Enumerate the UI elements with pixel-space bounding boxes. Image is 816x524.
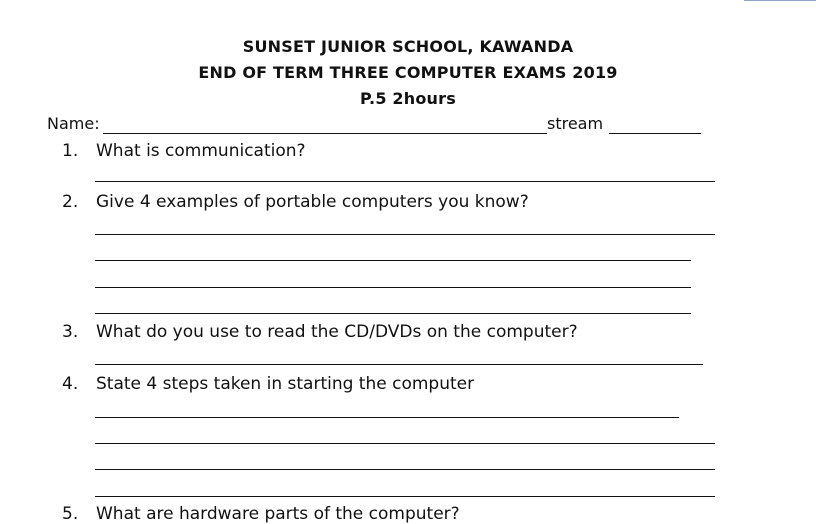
question-number: 5. <box>62 504 79 524</box>
class-duration: P.5 2hours <box>360 89 456 108</box>
answer-line[interactable] <box>95 313 691 314</box>
question-4 <box>62 374 474 394</box>
answer-line[interactable] <box>95 234 715 235</box>
question-number: 4. <box>62 374 79 394</box>
question-text: What is communication? <box>96 141 306 161</box>
stream-blank[interactable] <box>609 133 701 134</box>
question-text: State 4 steps taken in starting the computer <box>96 374 475 394</box>
answer-line[interactable] <box>95 287 691 288</box>
answer-line[interactable] <box>95 260 691 261</box>
exam-title: END OF TERM THREE COMPUTER EXAMS 2019 <box>198 63 618 82</box>
school-name: SUNSET JUNIOR SCHOOL, KAWANDA <box>242 37 574 56</box>
question-number: 3. <box>62 322 79 342</box>
question-number: 1. <box>62 141 79 161</box>
answer-line[interactable] <box>95 469 715 470</box>
question-1 <box>62 141 306 161</box>
question-5 <box>62 504 460 524</box>
student-info-row <box>47 114 707 136</box>
page-corner-mark <box>744 0 816 1</box>
name-blank[interactable] <box>103 133 547 134</box>
question-2 <box>62 192 529 212</box>
answer-line[interactable] <box>95 364 703 365</box>
question-3 <box>62 322 578 342</box>
question-text: What do you use to read the CD/DVDs on the computer? <box>96 322 578 342</box>
question-text: Give 4 examples of portable computers you know? <box>96 192 529 212</box>
stream-label: stream <box>547 114 604 133</box>
question-number: 2. <box>62 192 79 212</box>
answer-line[interactable] <box>95 417 679 418</box>
answer-line[interactable] <box>95 181 715 182</box>
name-label: Name: <box>47 114 100 133</box>
answer-line[interactable] <box>95 443 715 444</box>
answer-line[interactable] <box>95 496 715 497</box>
question-text: What are hardware parts of the computer? <box>96 504 460 524</box>
